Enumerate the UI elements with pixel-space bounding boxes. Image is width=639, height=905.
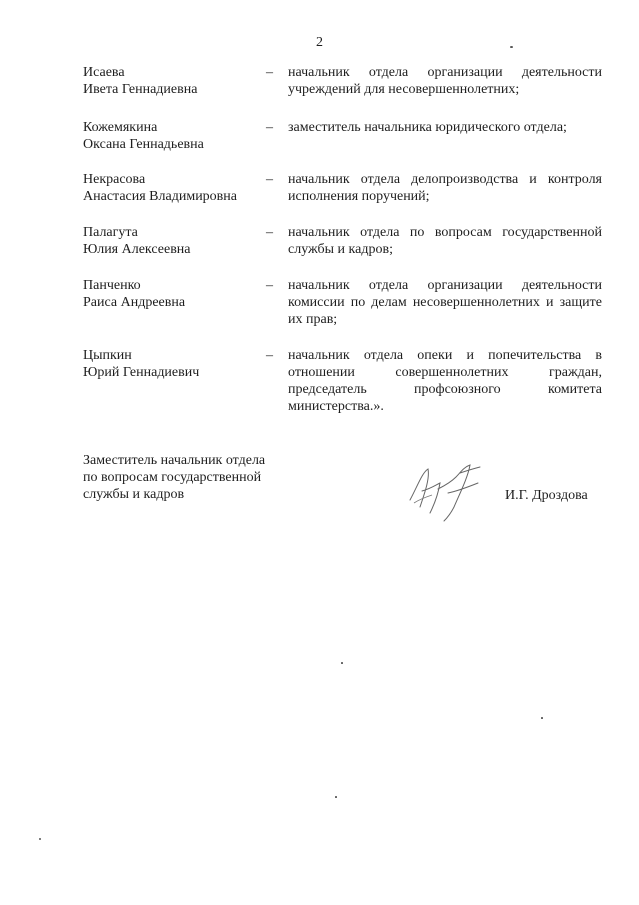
person-name <box>83 64 273 98</box>
position-text: начальник отдела опеки и попечительства в отношении совершеннолетних граждан, председатель профсоюзного комитета министерства.». <box>288 348 602 414</box>
position-text: начальник отдела организации деятельности комиссии по делам несовершеннолетних и защите их прав; <box>288 278 602 327</box>
person-name <box>83 224 273 258</box>
position-text: начальник отдела по вопросам государственной службы и кадров; <box>288 225 602 257</box>
signatory-title-line: по вопросам государственной <box>83 470 262 485</box>
signer-name: И.Г. Дроздова <box>505 488 588 503</box>
person-name <box>83 347 273 381</box>
scan-speck <box>541 717 543 719</box>
person-name <box>83 119 273 153</box>
position-text: заместитель начальника юридического отдела; <box>288 120 567 135</box>
scan-speck <box>341 662 343 664</box>
dash: – <box>266 65 273 80</box>
scan-speck <box>335 796 337 798</box>
dash: – <box>266 172 273 187</box>
person-name <box>83 171 273 205</box>
surname: Исаева <box>83 65 125 80</box>
dash: – <box>266 348 273 363</box>
handwritten-signature <box>400 455 495 525</box>
signatory-title-line: Заместитель начальник отдела <box>83 453 266 468</box>
surname: Цыпкин <box>83 348 132 363</box>
person-name <box>83 277 273 311</box>
given-name: Анастасия Владимировна <box>83 189 237 204</box>
surname: Кожемякина <box>83 120 158 135</box>
scan-speck <box>39 838 41 840</box>
given-name: Юрий Геннадиевич <box>83 365 200 380</box>
position-text: начальник отдела организации деятельности учреждений для несовершеннолетних; <box>288 65 602 97</box>
given-name: Раиса Андреевна <box>83 295 186 310</box>
surname: Палагута <box>83 225 138 240</box>
given-name: Оксана Геннадьевна <box>83 137 204 152</box>
signatory-title-line: службы и кадров <box>83 487 185 502</box>
dash: – <box>266 225 273 240</box>
scan-speck <box>510 46 513 48</box>
given-name: Ивета Геннадиевна <box>83 82 198 97</box>
surname: Некрасова <box>83 172 146 187</box>
dash: – <box>266 120 273 135</box>
page-number: 2 <box>316 35 323 50</box>
signatory-title <box>83 452 293 503</box>
given-name: Юлия Алексеевна <box>83 242 191 257</box>
position-text: начальник отдела делопроизводства и контроля исполнения поручений; <box>288 172 602 204</box>
surname: Панченко <box>83 278 141 293</box>
dash: – <box>266 278 273 293</box>
